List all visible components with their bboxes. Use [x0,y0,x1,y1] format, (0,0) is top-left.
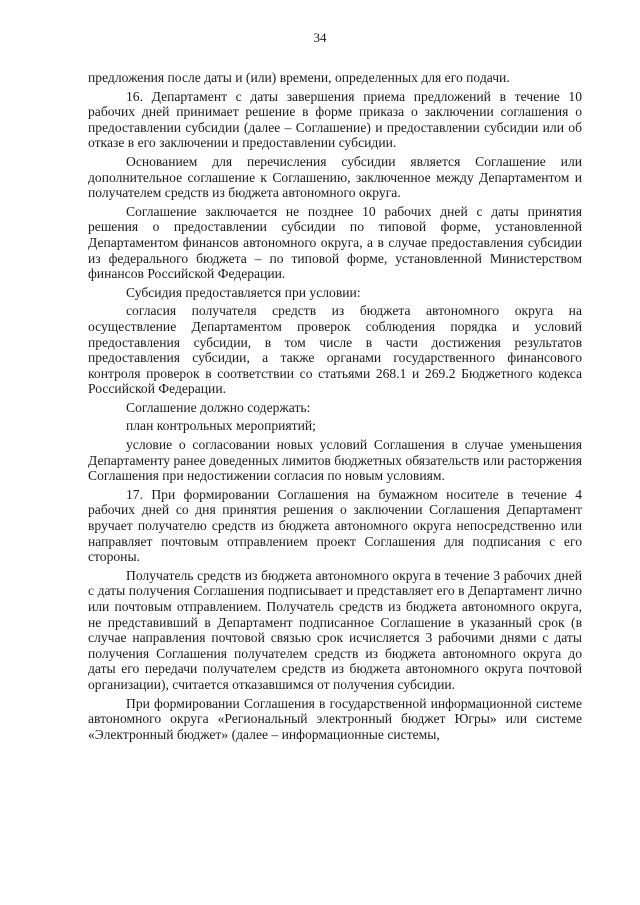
paragraph-agreement-term: Соглашение заключается не позднее 10 рабочих дней с даты принятия решения о предоставлении субсидии по типовой форме, установленной Департаментом финансов автономного округа, а в случае предоставления субсидии из федерального бюджета – по типовой форме, установленной Министерством финансов Российской Федерации. [88,203,582,282]
paragraph-clause-17: 17. При формировании Соглашения на бумажном носителе в течение 4 рабочих дней со дня принятия решения о заключении Соглашения Департамент вручает получателю средств из бюджета автономного округа непосредственно или направляет почтовым отправлением проект Соглашения для подписания с его стороны. [88,486,582,565]
paragraph-information-systems: При формировании Соглашения в государственной информационной системе автономного округа «Региональный электронный бюджет Югры» или системе «Электронный бюджет» (далее – информационные системы, [88,695,582,742]
paragraph-basis: Основанием для перечисления субсидии является Соглашение или дополнительное соглашение к Соглашению, заключенное между Департаментом и получателем средств из бюджета автономного округа. [88,153,582,201]
paragraph-recipient-signing: Получатель средств из бюджета автономного округа в течение 3 рабочих дней с даты получения Соглашения подписывает и представляет его в Департамент лично или почтовым отправлением. Получатель средств из бюджета автономного округа, не представивший в Департамент подписанное Соглашение в указанный срок (в случае направления почтовой связью срок исчисляется 3 рабочими днями с даты получения Соглашения получателем средств из бюджета автономного округа до даты его передачи получателем средств из бюджета автономного округа почтовой организации), считается отказавшимся от получения субсидии. [88,567,582,692]
paragraph-continuation: предложения после даты и (или) времени, определенных для его подачи. [88,70,510,85]
paragraph-new-conditions: условие о согласовании новых условий Соглашения в случае уменьшения Департаменту ранее доведенных лимитов бюджетных обязательств или расторжения Соглашения при недостижении согласия по новым условиям. [88,437,582,484]
page-number: 34 [313,30,327,45]
document-body [88,70,582,745]
paragraph-clause-16: 16. Департамент с даты завершения приема предложений в течение 10 рабочих дней принимает решение в форме приказа о заключении соглашения о предоставлении субсидии (далее – Соглашение) и предоставлении субсидии или об отказе в его заключении и предоставлении субсидии. [88,88,582,151]
paragraph-consent: согласия получателя средств из бюджета автономного округа на осуществление Департаментом проверок соблюдения порядка и условий предоставления субсидии, в том числе в части достижения результатов предоставления субсидии, а также органами государственного финансового контроля проверок в соответствии со статьями 268.1 и 269.2 Бюджетного кодекса Российской Федерации. [88,303,582,397]
paragraph-subsidy-condition: Субсидия предоставляется при условии: [126,284,361,300]
paragraph-control-plan: план контрольных мероприятий; [126,418,316,434]
paragraph-agreement-content: Соглашение должно содержать: [126,399,311,415]
